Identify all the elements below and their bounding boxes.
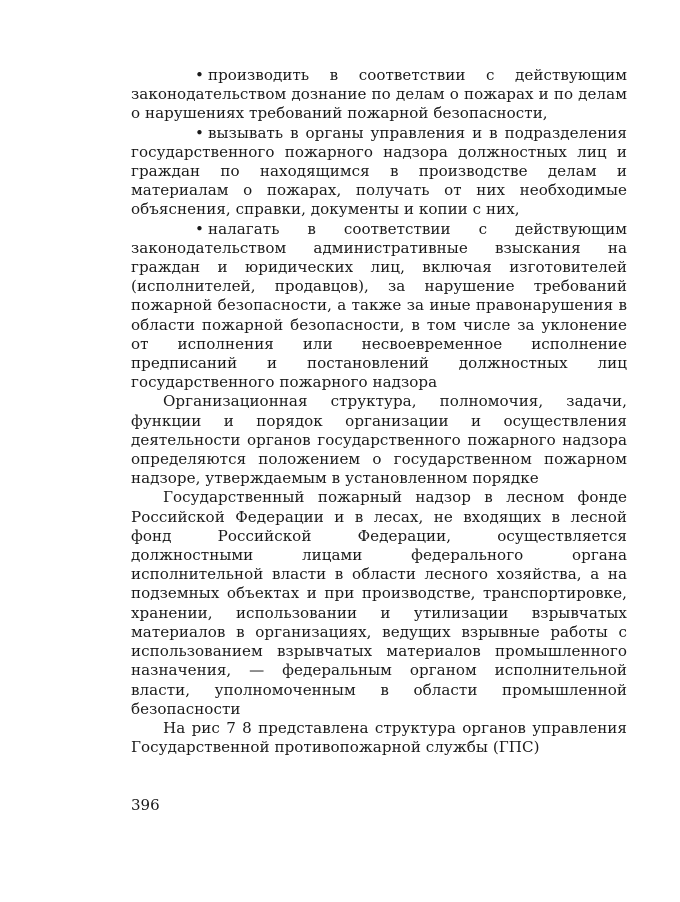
paragraph-text: вызывать в органы управления и в подразделения государственного пожарного надзора должностных лиц и граждан по находящимся в производстве делам и материалам о пожарах, получать от них необходимые объяснения, справки, документы и копии с них, xyxy=(131,123,627,219)
body-text xyxy=(131,66,627,757)
bullet-paragraph xyxy=(131,124,627,220)
paragraph-text: налагать в соответствии с действующим законодательством административные взыскания на граждан и юридических лиц, включая изготовителей (исполнителей, продавцов), за нарушение требований пожарной безопасности, а также за иные правонарушения в области пожарной безопасности, в том числе за уклонение от исполнения или несвоевременное исполнение предписаний и постановлений должностных лиц государственного пожарного надзора xyxy=(131,219,627,392)
paragraph-text: производить в соответствии с действующим законодательством дознание по делам о пожарах и по делам о нарушениях требований пожарной безопасности, xyxy=(131,66,627,123)
bullet-icon: • xyxy=(195,123,204,142)
paragraph: Государственный пожарный надзор в лесном фонде Российской Федерации и в лесах, не входящих в лесной фонд Российской Федерации, осуществляется должностными лицами федерального органа исполнительной власти в области лесного хозяйства, а на подземных объектах и при производстве, транспортировке, хранении, использовании и утилизации взрывчатых материалов в организациях, ведущих взрывные работы с использованием взрывчатых материалов промышленного назначения, — федеральным органом исполнительной власти, уполномоченным в области промышленной безопасности xyxy=(131,488,627,718)
paragraph: Организационная структура, полномочия, задачи, функции и порядок организации и осуществления деятельности органов государственного пожарного надзора определяются положением о государственном пожарном надзоре, утверждаемым в установленном порядке xyxy=(131,392,627,488)
paragraph: На рис 7 8 представлена структура органов управления Государственной противопожарной службы (ГПС) xyxy=(131,718,627,757)
bullet-paragraph xyxy=(131,66,627,124)
page-number: 396 xyxy=(131,796,160,814)
bullet-paragraph xyxy=(131,220,627,393)
bullet-icon: • xyxy=(195,66,204,84)
bullet-icon: • xyxy=(195,219,204,238)
